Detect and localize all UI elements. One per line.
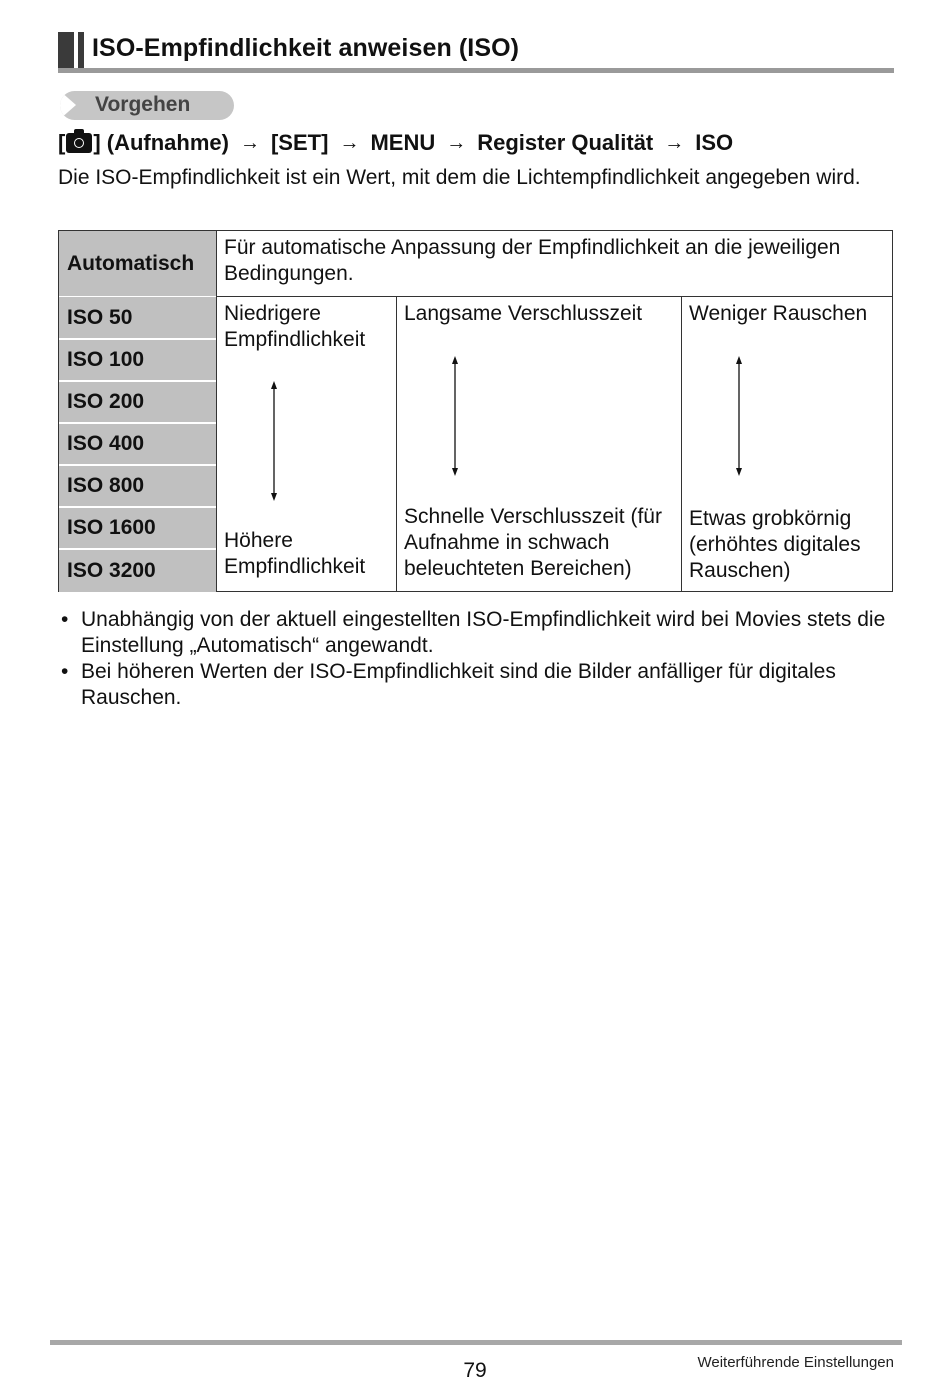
iso-row: [59, 465, 216, 507]
grid-line: [396, 297, 397, 592]
row-separator: [59, 464, 216, 466]
auto-description: Für automatische Anpassung der Empfindlichkeit an die jeweiligen Bedingungen.: [224, 236, 841, 285]
noise-high: Etwas grobkörnig (erhöhtes digitales Rauschen): [689, 507, 861, 582]
iso-row: [59, 423, 216, 465]
iso-row: [59, 297, 216, 339]
iso-value: ISO 400: [67, 432, 145, 455]
path-step-recording: ] (Aufnahme): [93, 130, 229, 155]
title-marker: [58, 32, 74, 72]
footer-section: Weiterführende Einstellungen: [697, 1354, 894, 1371]
path-open-bracket: [: [58, 130, 66, 155]
page-number: 79: [463, 1359, 487, 1382]
row-separator: [59, 380, 216, 382]
sensitivity-high: Höhere Empfindlichkeit: [224, 529, 366, 578]
row-separator: [59, 506, 216, 508]
camera-icon: [66, 133, 92, 153]
iso-value: ISO 50: [67, 306, 133, 329]
arrow-right-icon: →: [446, 131, 467, 154]
row-separator: [59, 548, 216, 550]
sensitivity-low: Niedrigere Empfindlichkeit: [224, 302, 366, 351]
row-separator: [59, 422, 216, 424]
shutter-slow: Langsame Verschlusszeit: [404, 302, 643, 325]
note-item: • Bei höheren Werten der ISO-Empfindlichkeit sind die Bilder anfälliger für digitales Rauschen.: [58, 659, 898, 711]
path-step-menu: MENU: [370, 130, 436, 155]
arrow-right-icon: →: [339, 131, 360, 154]
auto-label-cell: [59, 231, 216, 296]
note-item: • Unabhängig von der aktuell eingestellten ISO-Empfindlichkeit wird bei Movies stets die Einstellung „Automatisch“ angewandt.: [58, 607, 898, 659]
path-step-quality-tab: Register Qualität: [477, 130, 654, 155]
menu-path: [58, 128, 733, 158]
intro-text: Die ISO-Empfindlichkeit ist ein Wert, mit dem die Lichtempfindlichkeit angegeben wird.: [58, 166, 861, 189]
row-separator: [59, 338, 216, 340]
iso-value: ISO 100: [67, 348, 145, 371]
iso-value: ISO 3200: [67, 558, 156, 582]
iso-row: [59, 339, 216, 381]
double-arrow-icon: [450, 356, 460, 476]
title-rule: [58, 68, 894, 73]
iso-value: ISO 200: [67, 390, 145, 413]
title-marker-thin: [78, 32, 84, 72]
procedure-badge: [60, 91, 234, 120]
arrow-right-icon: →: [664, 131, 685, 154]
path-step-iso: ISO: [695, 130, 734, 155]
notes-list: [58, 607, 898, 711]
iso-table: [58, 230, 893, 592]
footer-rule: [50, 1340, 902, 1345]
shutter-fast: Schnelle Verschlusszeit (für Aufnahme in schwach beleuchteten Bereichen): [404, 505, 662, 580]
grid-line: [216, 296, 893, 297]
grid-line: [216, 231, 217, 592]
double-arrow-icon: [269, 381, 279, 501]
double-arrow-icon: [734, 356, 744, 476]
iso-row: [59, 507, 216, 549]
path-step-set: [SET]: [270, 130, 329, 155]
arrow-right-icon: →: [239, 131, 260, 154]
iso-row: [59, 381, 216, 423]
badge-notch: [60, 91, 76, 119]
auto-label: Automatisch: [67, 251, 195, 275]
noise-low: Weniger Rauschen: [689, 302, 868, 325]
iso-value: ISO 1600: [67, 516, 156, 539]
section-title-bar: [58, 32, 894, 74]
iso-value: ISO 800: [67, 474, 145, 497]
page-title: ISO-Empfindlichkeit anweisen (ISO): [92, 34, 520, 62]
grid-line: [681, 297, 682, 592]
iso-row: [59, 549, 216, 592]
procedure-label: Vorgehen: [95, 93, 191, 116]
